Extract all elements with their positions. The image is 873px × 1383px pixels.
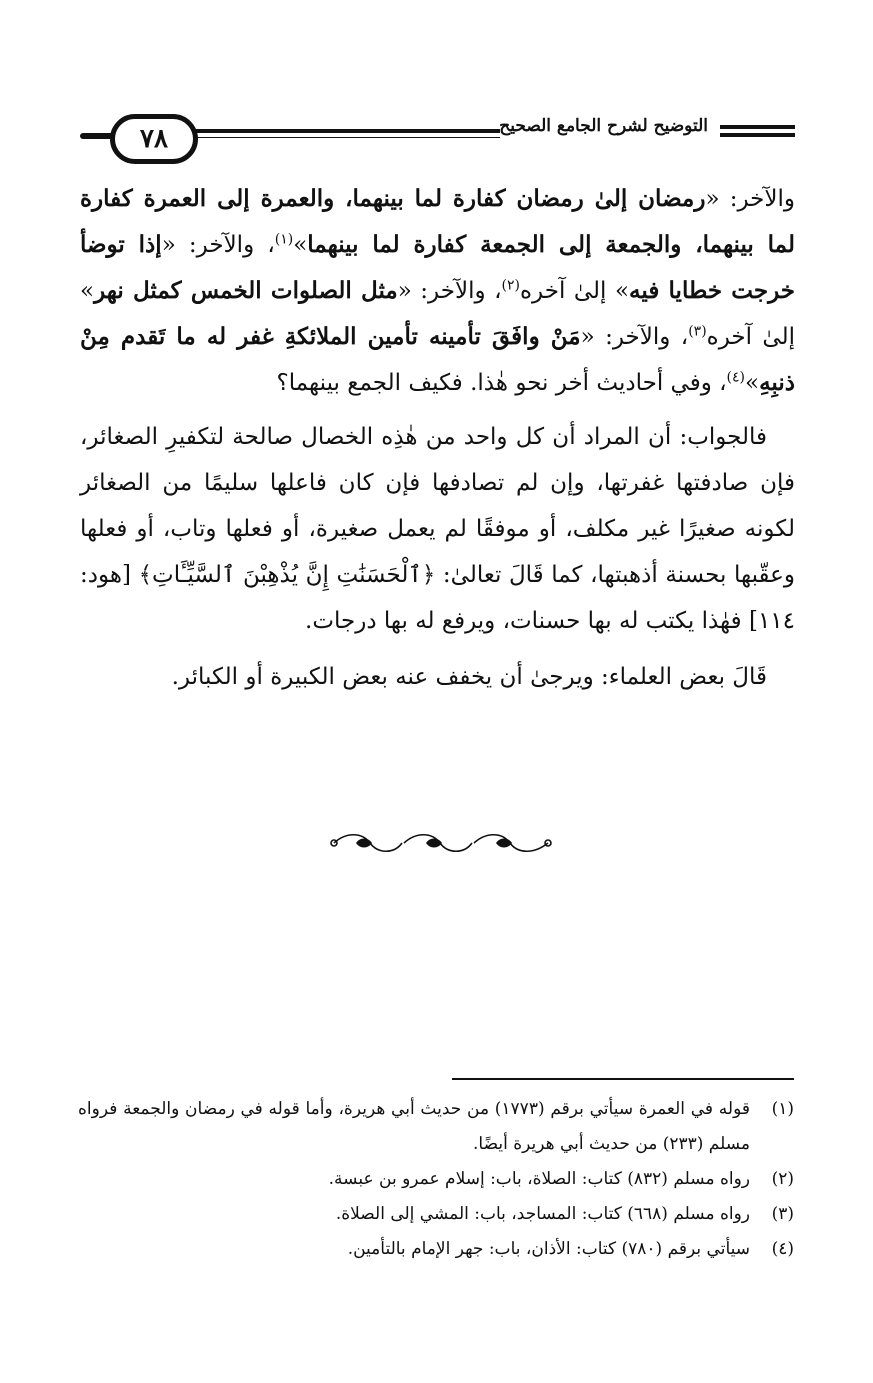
header-rule-middle xyxy=(195,129,500,133)
quran-verse: ﴿ٱلْحَسَنَٰتِ إِنَّ يُذْهِبْنَ ٱلسَّيِّـَٔاتِ﴾ xyxy=(138,562,436,588)
hadith-quote: مثل الصلوات الخمس كمثل نهر xyxy=(94,277,398,304)
footnote-number: (٣) xyxy=(771,1204,794,1224)
footnote-ref-3[interactable]: (٣) xyxy=(688,323,707,340)
header-rule-right-lower xyxy=(720,133,795,137)
footnote-text: قوله في العمرة سيأتي برقم (١٧٧٣) من حديث أبي هريرة، وأما قوله في رمضان والجمعة فرواه مسلم (٢٣٣) من حديث أبي هريرة أيضًا. xyxy=(78,1099,751,1154)
footnote-3 xyxy=(78,1197,794,1232)
footnote-text: رواه مسلم (٦٦٨) كتاب: المساجد، باب: المشي إلى الصلاة. xyxy=(335,1204,750,1224)
footnote-number: (١) xyxy=(771,1099,794,1119)
paragraph-3: قَالَ بعض العلماء: ويرجىٰ أن يخفف عنه بعض الكبيرة أو الكبائر. xyxy=(171,664,767,690)
footnote-text: رواه مسلم (٨٣٢) كتاب: الصلاة، باب: إسلام عمرو بن عبسة. xyxy=(328,1169,750,1189)
header-rule-right xyxy=(720,125,795,129)
footnote-ref-1[interactable]: (١) xyxy=(274,231,294,248)
section-ornament xyxy=(326,828,556,858)
footnote-1 xyxy=(78,1092,794,1162)
footnote-4 xyxy=(78,1232,794,1267)
page-header xyxy=(80,110,795,162)
running-title: التوضيح لشرح الجامع الصحيح xyxy=(499,116,708,136)
footnote-number: (٢) xyxy=(771,1169,794,1189)
header-rule-middle-thin xyxy=(195,137,500,138)
page-number-badge xyxy=(80,110,195,162)
footnote-text: سيأتي برقم (٧٨٠) كتاب: الأذان، باب: جهر الإمام بالتأمين. xyxy=(347,1239,750,1259)
footnotes xyxy=(78,1092,794,1267)
hadith-quote: رمضان إلىٰ رمضان كفارة لما بينهما، والعمرة إلى العمرة كفارة لما بينهما، والجمعة إلى الجمعة كفارة لما بينهما xyxy=(80,185,795,258)
page-number: ٧٨ xyxy=(110,114,198,164)
hadith-quote: مَنْ وافَقَ تأمينه تأمين الملائكةِ غفر له ما تَقدم مِنْ ذنبِهِ xyxy=(80,323,795,396)
paragraph-2: فالجواب: أن المراد أن كل واحد من هٰذِه الخصال صالحة لتكفيرِ الصغائر، فإن صادفتها غفرتها، وإن لم تصادفها فإن كان فاعلها سليمًا من الصغائر لكونه صغيرًا غير مكلف، أو موفقًا لم يعمل صغيرة، أو فعلها وتاب، أو فعلها وعقّبها بحسنة أذهبتها، كما قَالَ تعالىٰ: ﴿ٱلْحَسَنَٰتِ إِنَّ يُذْهِبْنَ ٱلسَّيِّـَٔاتِ﴾ [هود: ١١٤] فهٰذا يكتب له بها حسنات، ويرفع له بها درجات. xyxy=(80,424,795,634)
footnote-separator xyxy=(452,1078,794,1080)
footnote-ref-2[interactable]: (٢) xyxy=(501,277,520,294)
main-text xyxy=(80,176,795,700)
footnote-ref-4[interactable]: (٤) xyxy=(726,369,745,386)
quran-reference: [هود: ١١٤] xyxy=(80,562,795,634)
footnote-number: (٤) xyxy=(771,1239,794,1259)
paragraph-1: والآخر: «رمضان إلىٰ رمضان كفارة لما بينهما، والعمرة إلى العمرة كفارة لما بينهما، والجمعة إلى الجمعة كفارة لما بينهما»$^{(١)}$، والآخر: «إذا توضأ خرجت خطايا فيه» إلىٰ آخره$^{(٢)}$، والآخر: «مثل الصلوات الخمس كمثل نهر» إلىٰ آخره$^{(٣)}$، والآخر: «مَنْ وافَقَ تأمينه تأمين الملائكةِ غفر له ما تَقدم مِنْ ذنبِهِ»$^{(٤)}$، وفي أحاديث أخر نحو هٰذا. فكيف الجمع بينهما؟ xyxy=(80,185,795,396)
hadith-quote: إذا توضأ خرجت خطايا فيه xyxy=(80,231,795,304)
footnote-2 xyxy=(78,1162,794,1197)
